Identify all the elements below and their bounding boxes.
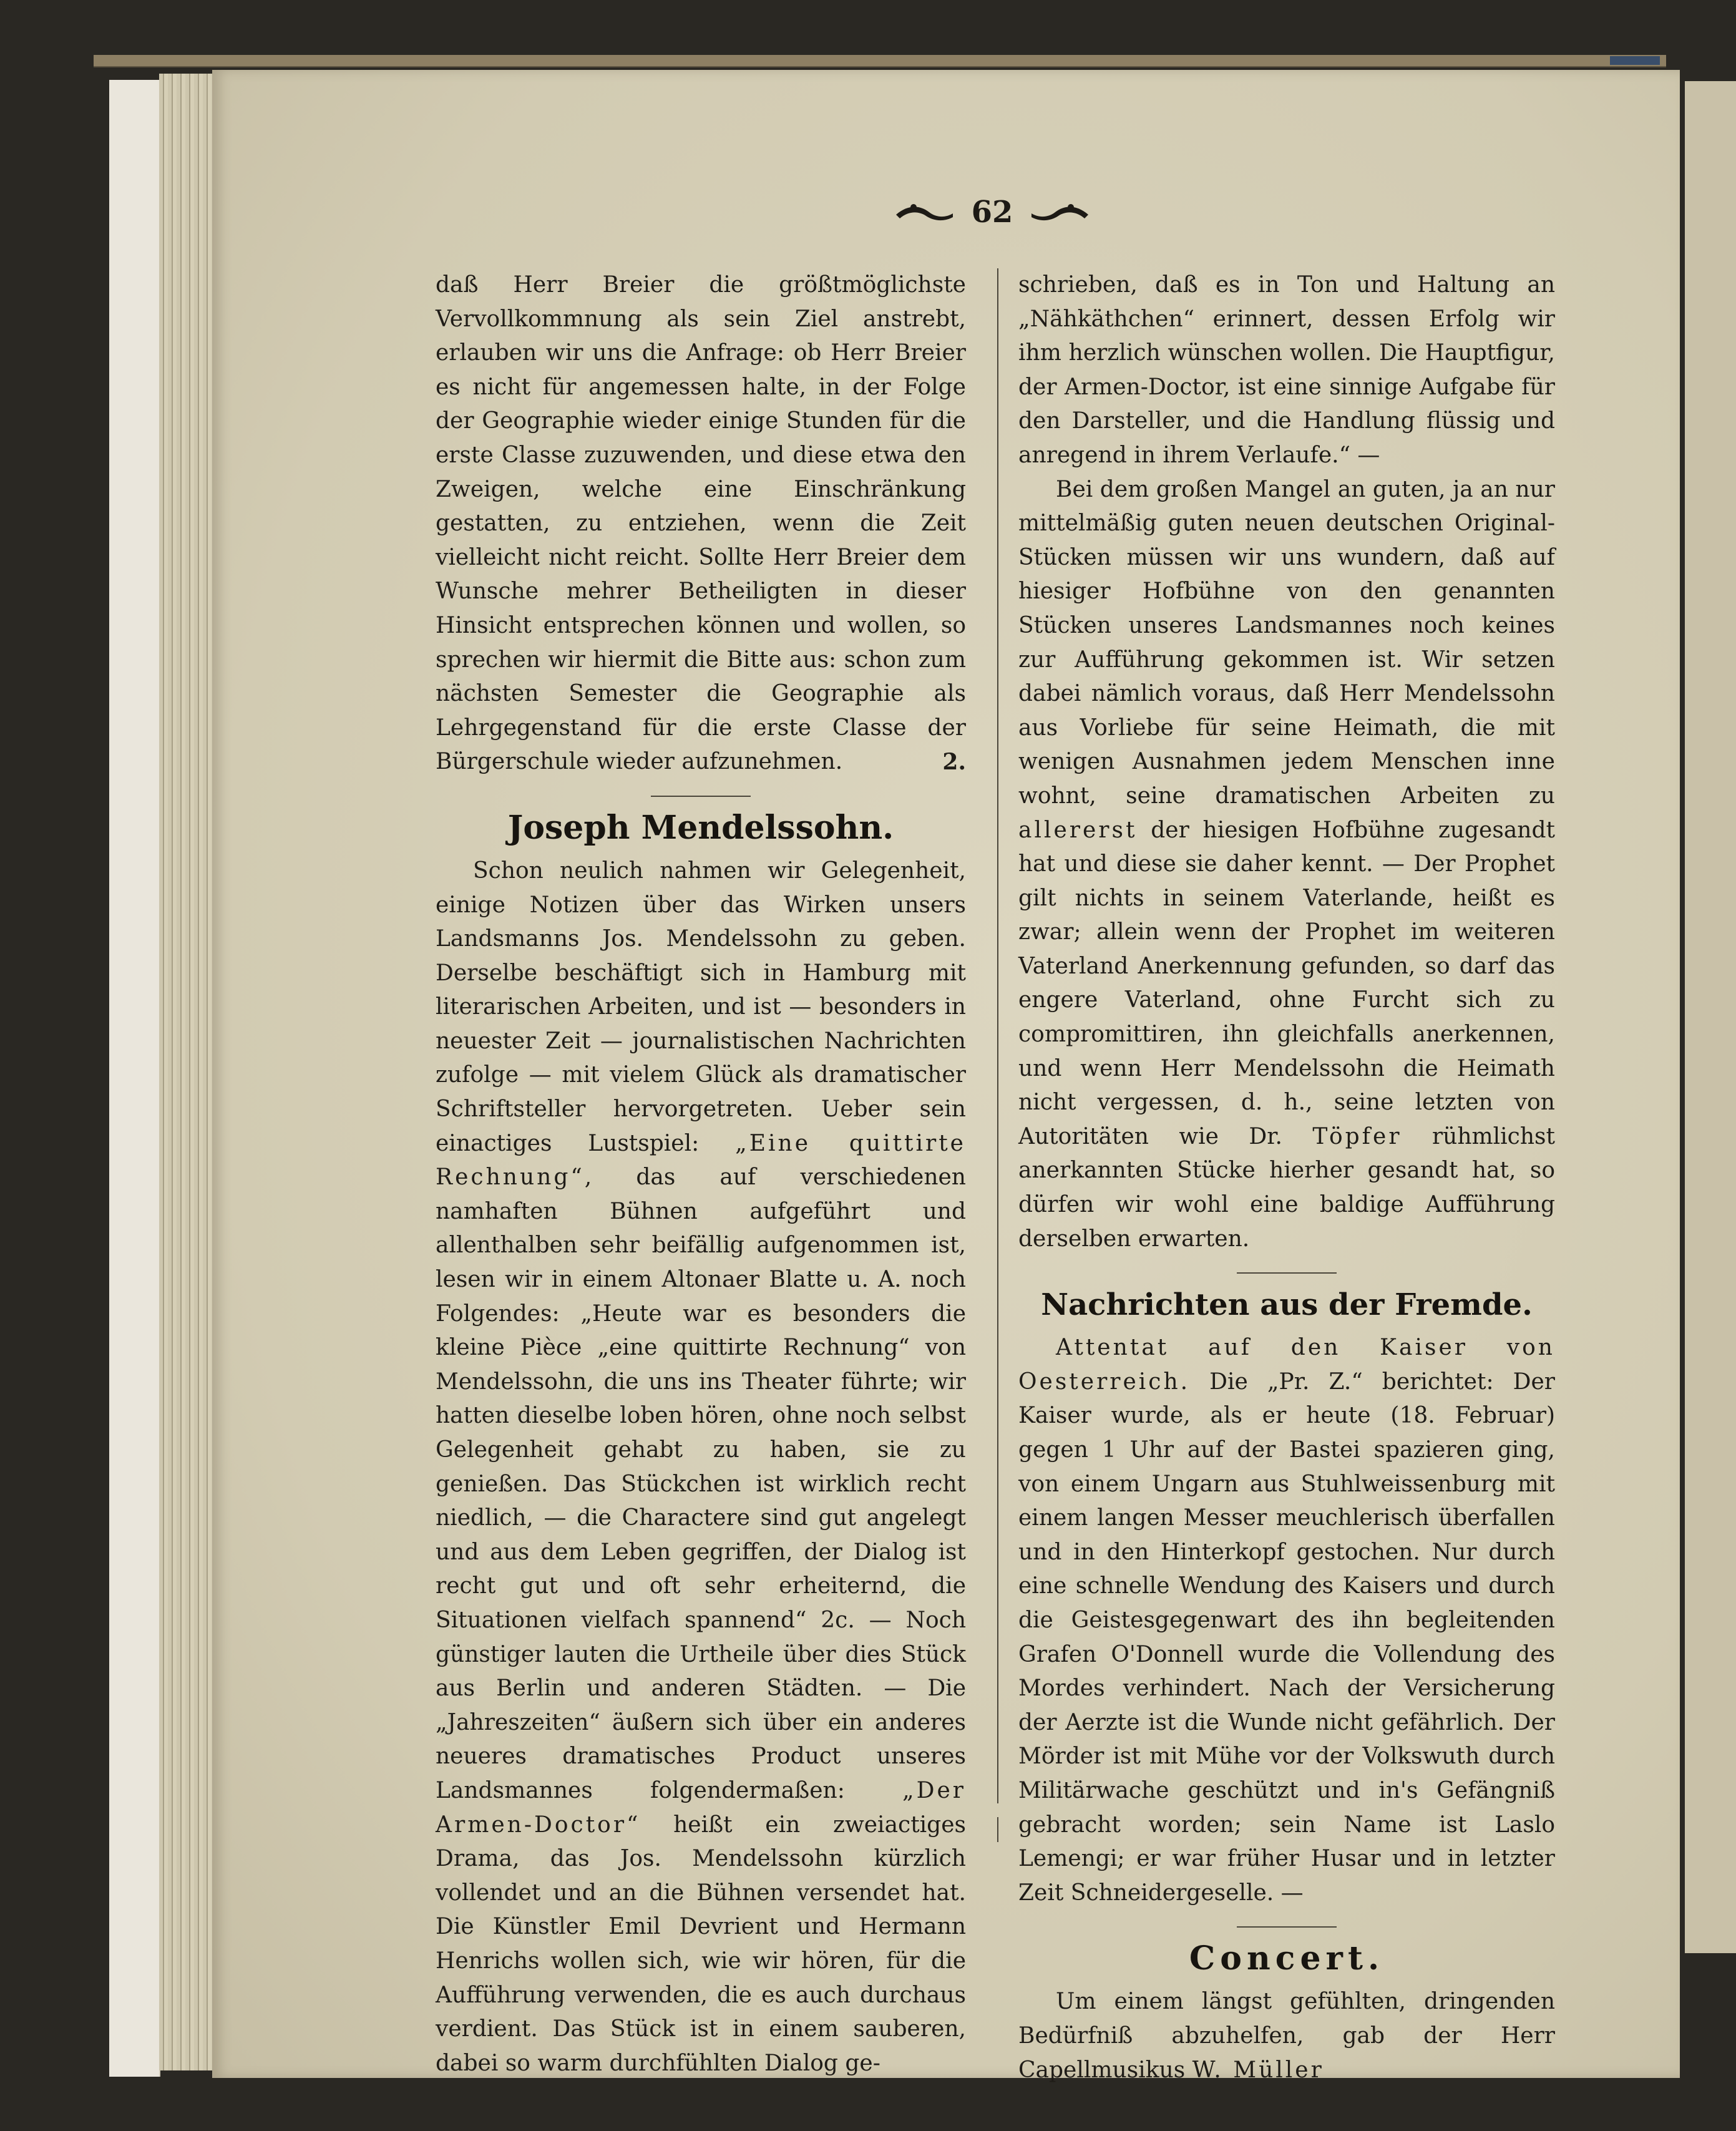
commentary-part3: rühmlichst anerkannten Stücke hierher gesandt hat, so dürfen wir wohl eine baldige Aufführung derselben erwarten. bbox=[1018, 1123, 1555, 1252]
page-number: 62 bbox=[971, 195, 1013, 230]
news-article bbox=[1018, 1331, 1555, 1910]
emphasis-name: Töpfer bbox=[1312, 1123, 1402, 1149]
author-signature: 2. bbox=[942, 749, 966, 776]
section-rule bbox=[1237, 1926, 1337, 1928]
concert-paragraph bbox=[1018, 1985, 1555, 2087]
signature-line bbox=[436, 745, 966, 779]
facing-page-edge bbox=[1685, 81, 1736, 1953]
commentary-part2: der hiesigen Hofbühne zugesandt hat und diese sie daher kennt. — Der Prophet gilt nichts in seinem Vaterlande, heißt es zwar; allein wenn der Prophet im weiteren Vaterland Anerkennung gefunden, so darf das engere Vaterland, ohne Furcht sich zu compromittiren, ihn gleichfalls anerkennen, und wenn Herr Mendelssohn die Heimath nicht vergessen, d. h., seine letzten von Autoritäten wie Dr. bbox=[1018, 817, 1555, 1149]
article-title: Joseph Mendelssohn. bbox=[507, 808, 894, 847]
commentary-paragraph bbox=[1018, 473, 1555, 1257]
concert-section-title: Concert. bbox=[1189, 1939, 1385, 1978]
left-ornament-icon bbox=[895, 200, 954, 225]
left-column bbox=[436, 268, 966, 2080]
column-divider bbox=[997, 268, 998, 1803]
book-spine-edge bbox=[94, 55, 1666, 67]
continued-article: schrieben, daß es in Ton und Haltung an „Nähkäthchen“ erinnert, dessen Erfolg wir ihm herzlich wünschen wollen. Die Hauptfigur, der Armen-Doctor, ist eine sinnige Aufgabe für den Darsteller, und die Handlung flüssig und anregend in ihrem Verlaufe.“ — bbox=[1018, 272, 1555, 468]
concert-musician-name: W. Müller bbox=[1192, 2057, 1324, 2083]
page-header bbox=[886, 190, 1098, 234]
book-cover-edge bbox=[1610, 56, 1660, 65]
right-column bbox=[1018, 268, 1555, 2087]
news-heading: Attentat auf den Kaiser von Oesterreich. bbox=[1018, 1335, 1555, 1395]
news-section-title: Nachrichten aus der Fremde. bbox=[1041, 1287, 1533, 1323]
right-ornament-icon bbox=[1030, 200, 1090, 225]
play-title-1: „Eine quittirte Rechnung“ bbox=[436, 1130, 966, 1191]
section-rule bbox=[651, 796, 751, 797]
article-text-part3: heißt ein zweiactiges Drama, das Jos. Mendelssohn kürzlich vollendet und an die Bühnen versendet hat. Die Künstler Emil Devrient und Hermann Henrichs wollen sich, wie wir hören, für die Aufführung verwenden, die es auch durchaus verdient. Das Stück ist in einem sauberen, dabei so warm durchfühlten Dialog ge- bbox=[436, 1812, 966, 2076]
page-stack-edge bbox=[109, 80, 160, 2077]
play-title-2: „Der Armen-Doctor“ bbox=[436, 1777, 966, 1838]
article-body bbox=[436, 854, 966, 2080]
commentary-part1: Bei dem großen Mangel an guten, ja an nur mittelmäßig guten neuen deutschen Original-Stücken müssen wir uns wundern, daß auf hiesiger Hofbühne von den genannten Stücken unseres Landsmannes noch keines zur Aufführung gekommen ist. Wir setzen dabei nämlich voraus, daß Herr Mendelssohn aus Vorliebe für seine Heimath, die mit wenigen Ausnahmen jedem Menschen inne wohnt, seine dramatischen Arbeiten zu bbox=[1018, 476, 1555, 809]
article-text-part2: , das auf verschiedenen namhaften Bühnen aufgeführt und allenthalben sehr beifällig aufgenommen ist, lesen wir in einem Altonaer Blatte u. A. noch Folgendes: „Heute war es besonders die kleine Pièce „eine quittirte Rechnung“ von Mendelssohn, die uns ins Theater führte; wir hatten dieselbe loben hören, ohne noch selbst Gelegenheit gehabt zu haben, sie zu genießen. Das Stückchen ist wirklich recht niedlich, — die Charactere sind gut angelegt und aus dem Leben gegriffen, der Dialog ist recht gut und oft sehr erheiternd, die Situationen vielfach spannend“ 2c. — Noch günstiger lauten die Urtheile über dies Stück aus Berlin und anderen Städten. — Die „Jahreszeiten“ äußern sich über ein anderes neueres dramatisches Product unseres Landsmannes folgendermaßen: bbox=[436, 1164, 966, 1803]
article-text-part1: Schon neulich nahmen wir Gelegenheit, einige Notizen über das Wirken unsers Landsmanns Jos. Mendelssohn zu geben. Derselbe beschäftigt sich in Hamburg mit literarischen Arbeiten, und ist — besonders in neuester Zeit — journalistischen Nachrichten zufolge — mit vielem Glück als dramatischer Schriftsteller hervorgetreten. Ueber sein einactiges Lustspiel: bbox=[436, 857, 966, 1156]
page-leaves bbox=[159, 74, 215, 2070]
continued-paragraph: daß Herr Breier die größtmöglichste Vervollkommnung als sein Ziel anstrebt, erlauben wir uns die Anfrage: ob Herr Breier es nicht für angemessen halte, in der Folge der Geographie wieder einige Stunden für die erste Classe zuzuwenden, und diese etwa den Zweigen, welche eine Einschränkung gestatten, zu entziehen, wenn die Zeit vielleicht nicht reicht. Sollte Herr Breier dem Wunsche mehrer Betheiligten in dieser Hinsicht entsprechen können und wollen, so sprechen wir hiermit die Bitte aus: schon zum nächsten Semester die Geographie als Lehrgegenstand für die erste Classe der Bürgerschule wieder aufzunehmen. bbox=[436, 272, 966, 775]
column-divider-end bbox=[997, 1817, 998, 1842]
news-body: Die „Pr. Z.“ berichtet: Der Kaiser wurde, als er heute (18. Februar) gegen 1 Uhr auf der Bastei spazieren ging, von einem Ungarn aus Stuhlweissenburg mit einem langen Messer meuchlerisch überfallen und in den Hinterkopf gestochen. Nur durch eine schnelle Wendung des Kaisers und durch die Geistesgegenwart des ihn begleitenden Grafen O'Donnell wurde die Vollendung des Mordes verhindert. Nach der Versicherung der Aerzte ist die Wunde nicht gefährlich. Der Mörder ist mit Mühe vor der Volkswuth durch Militärwache geschützt und in's Gefängniß gebracht worden; sein Name ist Laslo Lemengi; er war früher Husar und in letzter Zeit Schneidergeselle. — bbox=[1018, 1368, 1555, 1906]
emphasis-allererst: allererst bbox=[1018, 817, 1138, 843]
concert-body: Um einem längst gefühlten, dringenden Bedürfniß abzuhelfen, gab der Herr Capellmusikus bbox=[1018, 1989, 1555, 2083]
section-rule bbox=[1237, 1272, 1337, 1274]
